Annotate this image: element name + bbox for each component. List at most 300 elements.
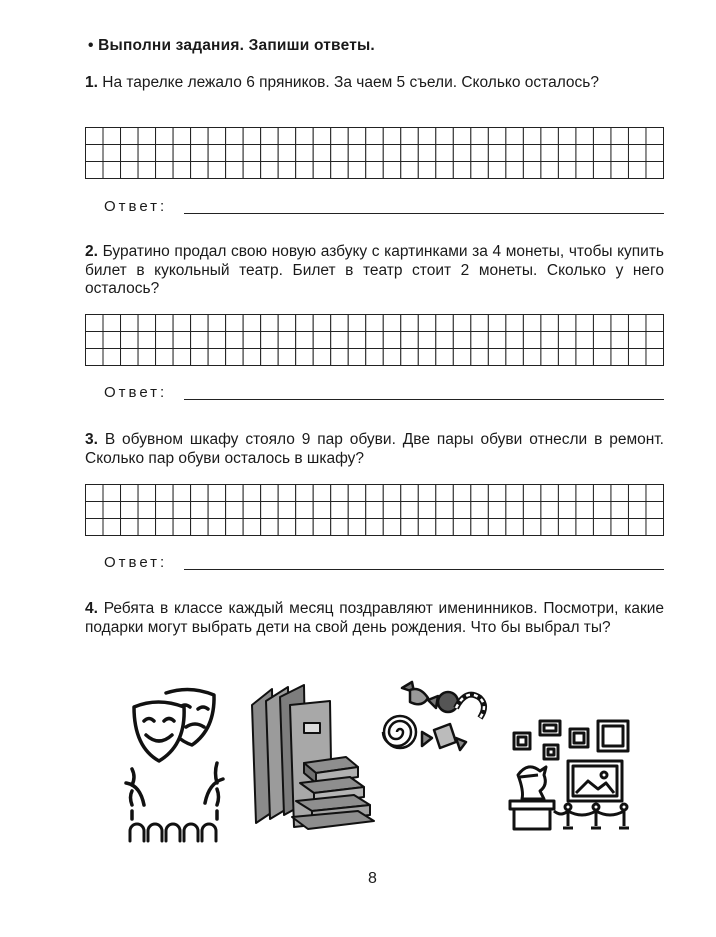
- grid-cell[interactable]: [156, 485, 174, 502]
- grid-cell[interactable]: [558, 485, 576, 502]
- grid-cell[interactable]: [331, 332, 349, 349]
- grid-cell[interactable]: [86, 332, 104, 349]
- grid-cell[interactable]: [313, 519, 331, 536]
- grid-cell[interactable]: [191, 349, 209, 366]
- grid-cell[interactable]: [593, 519, 611, 536]
- grid-cell[interactable]: [261, 315, 279, 332]
- grid-cell[interactable]: [383, 519, 401, 536]
- grid-cell[interactable]: [576, 128, 594, 145]
- grid-cell[interactable]: [523, 128, 541, 145]
- grid-cell[interactable]: [243, 349, 261, 366]
- grid-cell[interactable]: [558, 332, 576, 349]
- grid-cell[interactable]: [506, 315, 524, 332]
- grid-cell[interactable]: [208, 145, 226, 162]
- grid-cell[interactable]: [436, 485, 454, 502]
- grid-cell[interactable]: [506, 502, 524, 519]
- grid-cell[interactable]: [121, 162, 139, 179]
- grid-cell[interactable]: [453, 315, 471, 332]
- grid-cell[interactable]: [103, 519, 121, 536]
- grid-cell[interactable]: [523, 349, 541, 366]
- grid-cell[interactable]: [261, 502, 279, 519]
- grid-cell[interactable]: [278, 519, 296, 536]
- grid-cell[interactable]: [173, 315, 191, 332]
- grid-cell[interactable]: [278, 485, 296, 502]
- grid-cell[interactable]: [191, 502, 209, 519]
- grid-cell[interactable]: [418, 502, 436, 519]
- grid-cell[interactable]: [576, 349, 594, 366]
- grid-cell[interactable]: [313, 128, 331, 145]
- grid-cell[interactable]: [261, 162, 279, 179]
- grid-cell[interactable]: [261, 349, 279, 366]
- grid-cell[interactable]: [156, 332, 174, 349]
- grid-cell[interactable]: [103, 485, 121, 502]
- grid-cell[interactable]: [296, 315, 314, 332]
- grid-cell[interactable]: [191, 162, 209, 179]
- grid-cell[interactable]: [138, 145, 156, 162]
- grid-cell[interactable]: [593, 502, 611, 519]
- grid-cell[interactable]: [523, 145, 541, 162]
- answer-grid[interactable]: [85, 314, 664, 366]
- grid-cell[interactable]: [86, 145, 104, 162]
- grid-cell[interactable]: [226, 485, 244, 502]
- grid-cell[interactable]: [646, 332, 664, 349]
- grid-cell[interactable]: [418, 349, 436, 366]
- grid-cell[interactable]: [593, 332, 611, 349]
- grid-cell[interactable]: [156, 502, 174, 519]
- grid-cell[interactable]: [348, 332, 366, 349]
- grid-cell[interactable]: [628, 162, 646, 179]
- grid-cell[interactable]: [191, 128, 209, 145]
- grid-cell[interactable]: [646, 349, 664, 366]
- grid-cell[interactable]: [191, 145, 209, 162]
- grid-cell[interactable]: [138, 349, 156, 366]
- grid-cell[interactable]: [646, 502, 664, 519]
- grid-cell[interactable]: [383, 485, 401, 502]
- grid-cell[interactable]: [401, 145, 419, 162]
- grid-cell[interactable]: [628, 485, 646, 502]
- grid-cell[interactable]: [628, 502, 646, 519]
- grid-cell[interactable]: [313, 349, 331, 366]
- grid-cell[interactable]: [593, 485, 611, 502]
- grid-cell[interactable]: [558, 315, 576, 332]
- grid-cell[interactable]: [436, 502, 454, 519]
- grid-cell[interactable]: [173, 128, 191, 145]
- grid-cell[interactable]: [331, 502, 349, 519]
- grid-cell[interactable]: [226, 128, 244, 145]
- grid-cell[interactable]: [103, 332, 121, 349]
- grid-cell[interactable]: [576, 145, 594, 162]
- grid-cell[interactable]: [226, 315, 244, 332]
- answer-row[interactable]: [104, 198, 664, 216]
- grid-cell[interactable]: [366, 332, 384, 349]
- grid-cell[interactable]: [541, 349, 559, 366]
- grid-cell[interactable]: [506, 519, 524, 536]
- grid-cell[interactable]: [383, 349, 401, 366]
- grid-cell[interactable]: [278, 502, 296, 519]
- grid-cell[interactable]: [436, 162, 454, 179]
- grid-cell[interactable]: [471, 145, 489, 162]
- grid-cell[interactable]: [558, 145, 576, 162]
- grid-cell[interactable]: [86, 485, 104, 502]
- grid-cell[interactable]: [156, 349, 174, 366]
- grid-cell[interactable]: [103, 128, 121, 145]
- grid-cell[interactable]: [261, 332, 279, 349]
- grid-cell[interactable]: [121, 502, 139, 519]
- grid-cell[interactable]: [191, 519, 209, 536]
- grid-cell[interactable]: [348, 519, 366, 536]
- grid-cell[interactable]: [646, 485, 664, 502]
- grid-cell[interactable]: [611, 502, 629, 519]
- grid-cell[interactable]: [611, 128, 629, 145]
- grid-cell[interactable]: [366, 128, 384, 145]
- museum-icon[interactable]: [506, 713, 634, 833]
- grid-cell[interactable]: [173, 349, 191, 366]
- grid-cell[interactable]: [208, 349, 226, 366]
- grid-cell[interactable]: [348, 128, 366, 145]
- grid-cell[interactable]: [331, 485, 349, 502]
- grid-cell[interactable]: [331, 162, 349, 179]
- grid-cell[interactable]: [243, 485, 261, 502]
- grid-cell[interactable]: [576, 332, 594, 349]
- grid-cell[interactable]: [86, 349, 104, 366]
- grid-cell[interactable]: [488, 349, 506, 366]
- grid-cell[interactable]: [611, 315, 629, 332]
- grid-cell[interactable]: [138, 315, 156, 332]
- grid-cell[interactable]: [243, 332, 261, 349]
- grid-cell[interactable]: [226, 162, 244, 179]
- grid-cell[interactable]: [121, 349, 139, 366]
- grid-cell[interactable]: [383, 145, 401, 162]
- grid-cell[interactable]: [383, 332, 401, 349]
- grid-cell[interactable]: [348, 315, 366, 332]
- grid-cell[interactable]: [173, 162, 191, 179]
- grid-cell[interactable]: [243, 145, 261, 162]
- grid-cell[interactable]: [488, 128, 506, 145]
- grid-cell[interactable]: [278, 162, 296, 179]
- grid-cell[interactable]: [593, 162, 611, 179]
- grid-cell[interactable]: [296, 162, 314, 179]
- grid-cell[interactable]: [138, 502, 156, 519]
- grid-cell[interactable]: [331, 349, 349, 366]
- grid-cell[interactable]: [418, 485, 436, 502]
- grid-cell[interactable]: [593, 315, 611, 332]
- grid-cell[interactable]: [628, 349, 646, 366]
- grid-cell[interactable]: [541, 128, 559, 145]
- grid-cell[interactable]: [313, 145, 331, 162]
- grid-cell[interactable]: [208, 502, 226, 519]
- grid-cell[interactable]: [401, 128, 419, 145]
- grid-cell[interactable]: [611, 519, 629, 536]
- grid-cell[interactable]: [348, 349, 366, 366]
- grid-cell[interactable]: [208, 162, 226, 179]
- grid-cell[interactable]: [436, 145, 454, 162]
- grid-cell[interactable]: [453, 128, 471, 145]
- grid-cell[interactable]: [191, 332, 209, 349]
- grid-cell[interactable]: [628, 332, 646, 349]
- grid-cell[interactable]: [506, 162, 524, 179]
- grid-cell[interactable]: [558, 502, 576, 519]
- grid-cell[interactable]: [261, 519, 279, 536]
- answer-line[interactable]: [184, 213, 664, 214]
- grid-cell[interactable]: [611, 145, 629, 162]
- grid-cell[interactable]: [611, 162, 629, 179]
- grid-cell[interactable]: [86, 162, 104, 179]
- grid-cell[interactable]: [471, 502, 489, 519]
- grid-cell[interactable]: [576, 519, 594, 536]
- grid-cell[interactable]: [156, 315, 174, 332]
- grid-cell[interactable]: [331, 145, 349, 162]
- grid-cell[interactable]: [278, 145, 296, 162]
- grid-cell[interactable]: [86, 519, 104, 536]
- grid-cell[interactable]: [138, 162, 156, 179]
- grid-cell[interactable]: [541, 315, 559, 332]
- grid-cell[interactable]: [226, 502, 244, 519]
- grid-cell[interactable]: [296, 502, 314, 519]
- grid-cell[interactable]: [453, 485, 471, 502]
- grid-cell[interactable]: [418, 315, 436, 332]
- grid-cell[interactable]: [471, 485, 489, 502]
- grid-cell[interactable]: [208, 128, 226, 145]
- grid-cell[interactable]: [156, 519, 174, 536]
- grid-cell[interactable]: [471, 162, 489, 179]
- grid-cell[interactable]: [138, 128, 156, 145]
- grid-cell[interactable]: [103, 145, 121, 162]
- grid-cell[interactable]: [313, 162, 331, 179]
- grid-cell[interactable]: [366, 315, 384, 332]
- grid-cell[interactable]: [488, 315, 506, 332]
- grid-cell[interactable]: [453, 162, 471, 179]
- grid-cell[interactable]: [523, 162, 541, 179]
- theater-masks-icon[interactable]: [122, 683, 227, 843]
- grid-cell[interactable]: [523, 502, 541, 519]
- grid-cell[interactable]: [488, 519, 506, 536]
- grid-cell[interactable]: [523, 485, 541, 502]
- grid-cell[interactable]: [436, 128, 454, 145]
- grid-cell[interactable]: [278, 349, 296, 366]
- grid-cell[interactable]: [173, 485, 191, 502]
- grid-cell[interactable]: [646, 315, 664, 332]
- grid-cell[interactable]: [453, 145, 471, 162]
- grid-cell[interactable]: [243, 128, 261, 145]
- grid-cell[interactable]: [86, 502, 104, 519]
- grid-cell[interactable]: [628, 315, 646, 332]
- grid-cell[interactable]: [576, 485, 594, 502]
- grid-cell[interactable]: [611, 332, 629, 349]
- grid-cell[interactable]: [418, 162, 436, 179]
- grid-cell[interactable]: [506, 485, 524, 502]
- grid-cell[interactable]: [611, 485, 629, 502]
- grid-cell[interactable]: [348, 145, 366, 162]
- grid-cell[interactable]: [103, 502, 121, 519]
- grid-cell[interactable]: [558, 349, 576, 366]
- answer-line[interactable]: [184, 399, 664, 400]
- grid-cell[interactable]: [523, 332, 541, 349]
- grid-cell[interactable]: [348, 485, 366, 502]
- grid-cell[interactable]: [243, 502, 261, 519]
- grid-cell[interactable]: [541, 332, 559, 349]
- grid-cell[interactable]: [488, 145, 506, 162]
- grid-cell[interactable]: [558, 519, 576, 536]
- grid-cell[interactable]: [628, 519, 646, 536]
- grid-cell[interactable]: [418, 332, 436, 349]
- grid-cell[interactable]: [453, 519, 471, 536]
- grid-cell[interactable]: [103, 315, 121, 332]
- grid-cell[interactable]: [506, 332, 524, 349]
- grid-cell[interactable]: [243, 519, 261, 536]
- grid-cell[interactable]: [576, 162, 594, 179]
- grid-cell[interactable]: [401, 502, 419, 519]
- grid-cell[interactable]: [436, 349, 454, 366]
- grid-cell[interactable]: [226, 349, 244, 366]
- grid-cell[interactable]: [243, 162, 261, 179]
- grid-cell[interactable]: [103, 162, 121, 179]
- grid-cell[interactable]: [436, 332, 454, 349]
- grid-cell[interactable]: [138, 332, 156, 349]
- grid-cell[interactable]: [208, 315, 226, 332]
- grid-cell[interactable]: [191, 485, 209, 502]
- grid-cell[interactable]: [331, 315, 349, 332]
- grid-cell[interactable]: [156, 162, 174, 179]
- grid-cell[interactable]: [313, 502, 331, 519]
- grid-cell[interactable]: [541, 485, 559, 502]
- candy-icon[interactable]: [380, 678, 492, 756]
- grid-cell[interactable]: [86, 315, 104, 332]
- answer-row[interactable]: [104, 384, 664, 402]
- grid-cell[interactable]: [628, 128, 646, 145]
- grid-cell[interactable]: [348, 502, 366, 519]
- grid-cell[interactable]: [471, 128, 489, 145]
- grid-cell[interactable]: [418, 145, 436, 162]
- books-icon[interactable]: [246, 683, 381, 833]
- grid-cell[interactable]: [488, 162, 506, 179]
- grid-cell[interactable]: [313, 485, 331, 502]
- grid-cell[interactable]: [558, 128, 576, 145]
- grid-cell[interactable]: [576, 502, 594, 519]
- grid-cell[interactable]: [366, 145, 384, 162]
- grid-cell[interactable]: [471, 519, 489, 536]
- grid-cell[interactable]: [488, 332, 506, 349]
- grid-cell[interactable]: [436, 519, 454, 536]
- grid-cell[interactable]: [471, 315, 489, 332]
- grid-cell[interactable]: [138, 485, 156, 502]
- grid-cell[interactable]: [331, 128, 349, 145]
- answer-grid[interactable]: [85, 127, 664, 179]
- grid-cell[interactable]: [611, 349, 629, 366]
- grid-cell[interactable]: [488, 485, 506, 502]
- grid-cell[interactable]: [226, 332, 244, 349]
- grid-cell[interactable]: [541, 162, 559, 179]
- grid-cell[interactable]: [523, 315, 541, 332]
- grid-cell[interactable]: [593, 349, 611, 366]
- grid-cell[interactable]: [208, 519, 226, 536]
- grid-cell[interactable]: [401, 332, 419, 349]
- grid-cell[interactable]: [383, 128, 401, 145]
- grid-cell[interactable]: [366, 349, 384, 366]
- grid-cell[interactable]: [436, 315, 454, 332]
- grid-cell[interactable]: [121, 315, 139, 332]
- grid-cell[interactable]: [453, 502, 471, 519]
- answer-grid[interactable]: [85, 484, 664, 536]
- grid-cell[interactable]: [593, 128, 611, 145]
- grid-cell[interactable]: [103, 349, 121, 366]
- grid-cell[interactable]: [121, 128, 139, 145]
- grid-cell[interactable]: [453, 332, 471, 349]
- grid-cell[interactable]: [366, 162, 384, 179]
- grid-cell[interactable]: [121, 519, 139, 536]
- grid-cell[interactable]: [296, 349, 314, 366]
- grid-cell[interactable]: [471, 332, 489, 349]
- grid-cell[interactable]: [453, 349, 471, 366]
- grid-cell[interactable]: [383, 315, 401, 332]
- grid-cell[interactable]: [646, 128, 664, 145]
- grid-cell[interactable]: [401, 349, 419, 366]
- grid-cell[interactable]: [296, 332, 314, 349]
- grid-cell[interactable]: [86, 128, 104, 145]
- grid-cell[interactable]: [173, 519, 191, 536]
- grid-cell[interactable]: [261, 128, 279, 145]
- grid-cell[interactable]: [506, 128, 524, 145]
- grid-cell[interactable]: [156, 128, 174, 145]
- grid-cell[interactable]: [366, 502, 384, 519]
- grid-cell[interactable]: [418, 128, 436, 145]
- grid-cell[interactable]: [208, 485, 226, 502]
- grid-cell[interactable]: [278, 332, 296, 349]
- grid-cell[interactable]: [576, 315, 594, 332]
- grid-cell[interactable]: [348, 162, 366, 179]
- grid-cell[interactable]: [296, 145, 314, 162]
- grid-cell[interactable]: [173, 332, 191, 349]
- grid-cell[interactable]: [208, 332, 226, 349]
- grid-cell[interactable]: [313, 315, 331, 332]
- grid-cell[interactable]: [506, 349, 524, 366]
- grid-cell[interactable]: [296, 519, 314, 536]
- grid-cell[interactable]: [488, 502, 506, 519]
- grid-cell[interactable]: [646, 162, 664, 179]
- grid-cell[interactable]: [226, 519, 244, 536]
- grid-cell[interactable]: [191, 315, 209, 332]
- grid-cell[interactable]: [593, 145, 611, 162]
- grid-cell[interactable]: [366, 519, 384, 536]
- grid-cell[interactable]: [121, 145, 139, 162]
- grid-cell[interactable]: [313, 332, 331, 349]
- grid-cell[interactable]: [261, 485, 279, 502]
- grid-cell[interactable]: [383, 162, 401, 179]
- grid-cell[interactable]: [506, 145, 524, 162]
- grid-cell[interactable]: [401, 485, 419, 502]
- grid-cell[interactable]: [243, 315, 261, 332]
- grid-cell[interactable]: [541, 519, 559, 536]
- grid-cell[interactable]: [418, 519, 436, 536]
- grid-cell[interactable]: [226, 145, 244, 162]
- grid-cell[interactable]: [401, 519, 419, 536]
- grid-cell[interactable]: [628, 145, 646, 162]
- grid-cell[interactable]: [173, 502, 191, 519]
- grid-cell[interactable]: [366, 485, 384, 502]
- answer-row[interactable]: [104, 554, 664, 572]
- grid-cell[interactable]: [401, 162, 419, 179]
- grid-cell[interactable]: [401, 315, 419, 332]
- answer-line[interactable]: [184, 569, 664, 570]
- grid-cell[interactable]: [471, 349, 489, 366]
- grid-cell[interactable]: [173, 145, 191, 162]
- grid-cell[interactable]: [278, 128, 296, 145]
- grid-cell[interactable]: [138, 519, 156, 536]
- grid-cell[interactable]: [523, 519, 541, 536]
- grid-cell[interactable]: [558, 162, 576, 179]
- grid-cell[interactable]: [278, 315, 296, 332]
- grid-cell[interactable]: [156, 145, 174, 162]
- grid-cell[interactable]: [541, 502, 559, 519]
